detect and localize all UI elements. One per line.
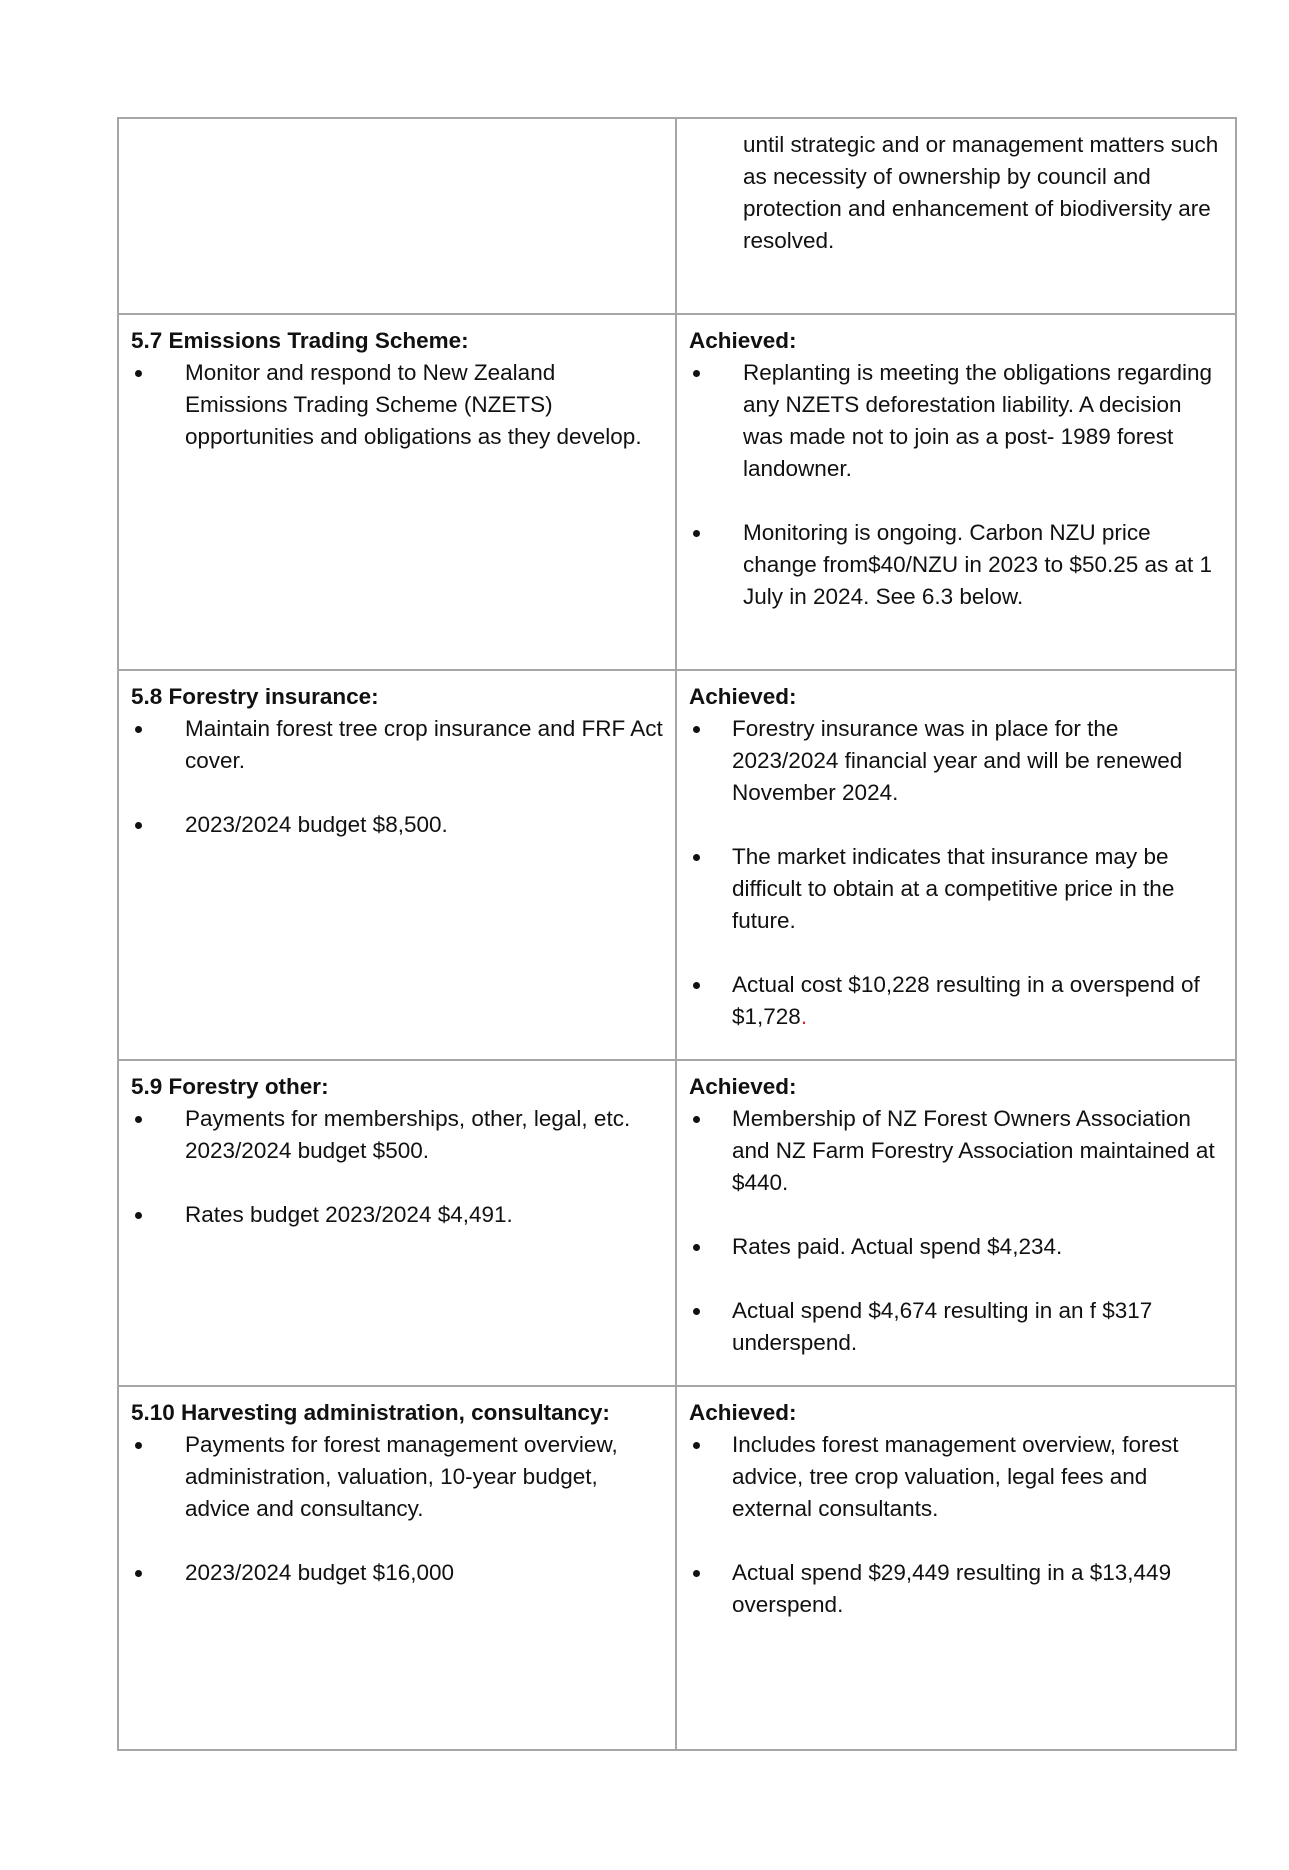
- list-item: [131, 1103, 663, 1167]
- list-item: [131, 1429, 663, 1525]
- list-item: [689, 1295, 1223, 1359]
- left-cell: [118, 670, 676, 1060]
- bullet-icon: [693, 370, 700, 377]
- bullet-icon: [135, 1116, 142, 1123]
- list-item: [689, 969, 1223, 1033]
- right-cell: [676, 1386, 1236, 1750]
- table-row-continuation: [118, 118, 1236, 314]
- list-item: [689, 1557, 1223, 1621]
- list-item: [131, 357, 663, 453]
- right-cell: [676, 670, 1236, 1060]
- result-list: [689, 357, 1223, 613]
- list-item-text: 2023/2024 budget $8,500.: [185, 812, 448, 837]
- table-row: [118, 1386, 1236, 1750]
- list-item-text: Rates paid. Actual spend $4,234.: [732, 1234, 1063, 1259]
- left-cell-continuation: [118, 118, 676, 314]
- list-item: [689, 1429, 1223, 1525]
- list-item-text: Replanting is meeting the obligations regarding any NZETS deforestation liability. A decision was made not to join as a post- 1989 forest landowner.: [743, 360, 1213, 481]
- left-cell: [118, 1386, 676, 1750]
- list-item-text: Payments for forest management overview, administration, valuation, 10-year budget, advice and consultancy.: [185, 1432, 618, 1521]
- left-cell: [118, 314, 676, 670]
- list-item-text: Forestry insurance was in place for the 2023/2024 financial year and will be renewed November 2024.: [732, 716, 1183, 805]
- bullet-icon: [693, 1570, 700, 1577]
- list-item-text: Actual spend $4,674 resulting in an f $317 underspend.: [732, 1298, 1153, 1355]
- bullet-icon: [135, 1212, 142, 1219]
- list-item-text: Monitoring is ongoing. Carbon NZU price change from$40/NZU in 2023 to $50.25 as at 1 July in 2024. See 6.3 below.: [743, 520, 1213, 609]
- bullet-icon: [135, 370, 142, 377]
- list-item: [689, 1103, 1223, 1199]
- list-item-text: Rates budget 2023/2024 $4,491.: [185, 1202, 513, 1227]
- list-item: [689, 841, 1223, 937]
- list-item: [689, 357, 1223, 485]
- right-continuation-text: until strategic and or management matters such as necessity of ownership by council and protection and enhancement of biodiversity are resolved.: [743, 132, 1219, 253]
- list-item: [131, 713, 663, 777]
- target-list: [131, 1103, 663, 1231]
- result-heading: Achieved:: [689, 1400, 797, 1425]
- bullet-icon: [693, 1244, 700, 1251]
- right-cell: [676, 1060, 1236, 1386]
- section-heading: 5.9 Forestry other:: [131, 1074, 329, 1099]
- list-item: [689, 1231, 1223, 1263]
- result-heading: Achieved:: [689, 684, 797, 709]
- bullet-icon: [135, 1570, 142, 1577]
- result-list: [689, 1103, 1223, 1359]
- list-item-text: Actual spend $29,449 resulting in a $13,449 overspend.: [732, 1560, 1172, 1617]
- list-item-text: Membership of NZ Forest Owners Association and NZ Farm Forestry Association maintained at $440.: [732, 1106, 1215, 1195]
- bullet-icon: [693, 530, 700, 537]
- target-list: [131, 1429, 663, 1589]
- bullet-icon: [693, 1116, 700, 1123]
- list-item: [131, 1557, 663, 1589]
- right-cell-continuation: [676, 118, 1236, 314]
- list-item-text: Actual cost $10,228 resulting in a overspend of $1,728: [732, 972, 1200, 1029]
- result-list: [689, 1429, 1223, 1621]
- bullet-icon: [135, 822, 142, 829]
- objectives-table: [117, 117, 1237, 1751]
- list-item: [131, 809, 663, 841]
- red-period-mark: .: [800, 1004, 808, 1029]
- list-item: [131, 1199, 663, 1231]
- result-heading: Achieved:: [689, 1074, 797, 1099]
- list-item-text: Monitor and respond to New Zealand Emissions Trading Scheme (NZETS) opportunities and obligations as they develop.: [185, 360, 642, 449]
- bullet-icon: [693, 1442, 700, 1449]
- left-cell: [118, 1060, 676, 1386]
- result-list: [689, 713, 1223, 1033]
- section-heading: 5.8 Forestry insurance:: [131, 684, 379, 709]
- list-item-text: Includes forest management overview, forest advice, tree crop valuation, legal fees and external consultants.: [732, 1432, 1179, 1521]
- list-item-text: The market indicates that insurance may be difficult to obtain at a competitive price in the future.: [732, 844, 1175, 933]
- bullet-icon: [135, 1442, 142, 1449]
- list-item-text: Payments for memberships, other, legal, etc. 2023/2024 budget $500.: [185, 1106, 631, 1163]
- list-item: [689, 713, 1223, 809]
- target-list: [131, 357, 663, 453]
- bullet-icon: [693, 854, 700, 861]
- target-list: [131, 713, 663, 841]
- bullet-icon: [135, 726, 142, 733]
- list-item: [689, 517, 1223, 613]
- list-item-text: 2023/2024 budget $16,000: [185, 1560, 455, 1585]
- section-heading: 5.10 Harvesting administration, consultancy:: [131, 1400, 610, 1425]
- table-row: [118, 670, 1236, 1060]
- table-row: [118, 1060, 1236, 1386]
- bullet-icon: [693, 982, 700, 989]
- section-heading: 5.7 Emissions Trading Scheme:: [131, 328, 469, 353]
- bullet-icon: [693, 1308, 700, 1315]
- right-cell: [676, 314, 1236, 670]
- list-item-text: Maintain forest tree crop insurance and FRF Act cover.: [185, 716, 663, 773]
- result-heading: Achieved:: [689, 328, 797, 353]
- bullet-icon: [693, 726, 700, 733]
- table-row: [118, 314, 1236, 670]
